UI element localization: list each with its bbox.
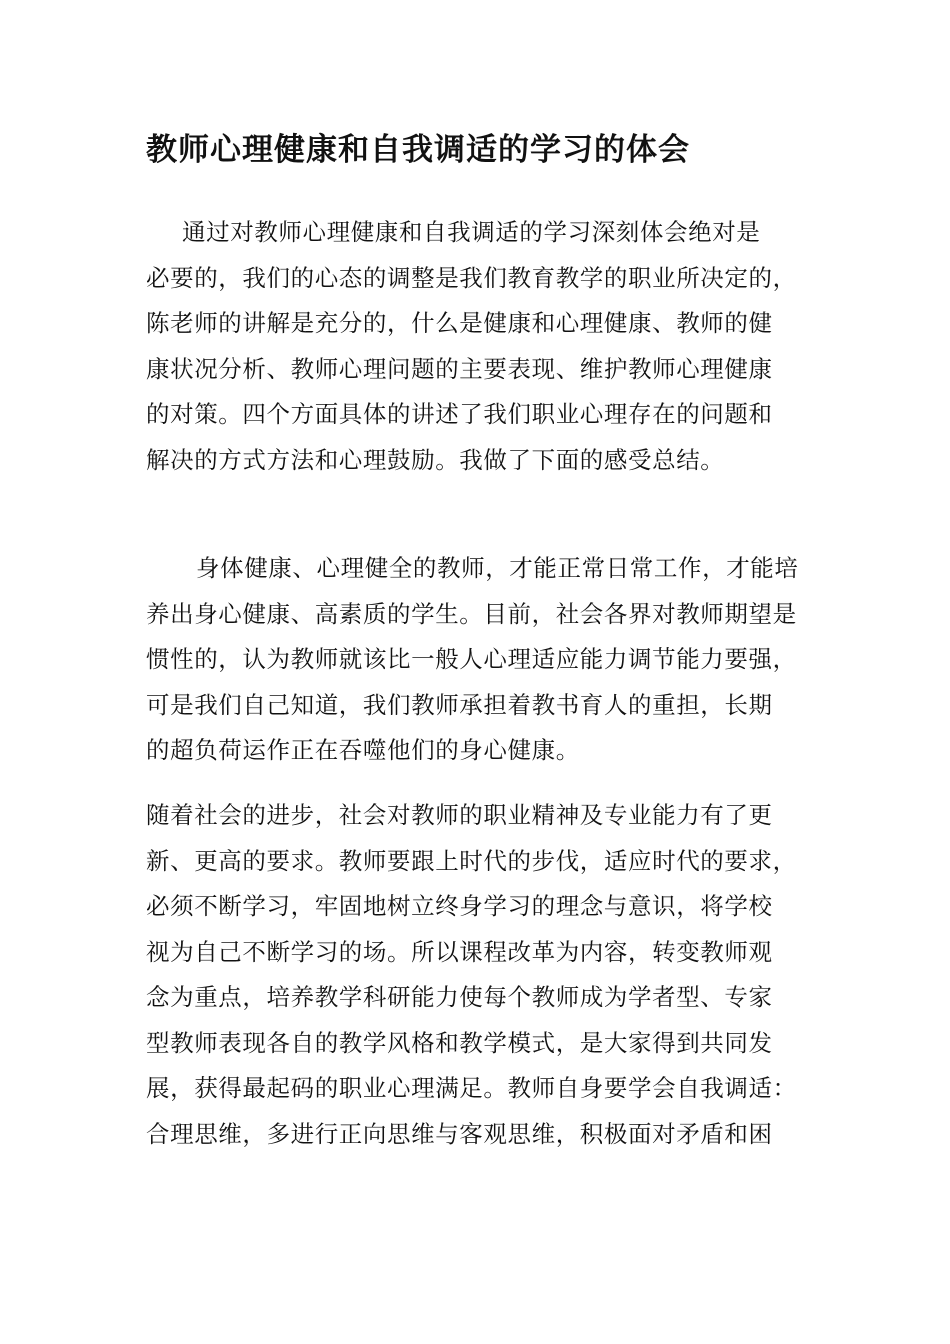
paragraph-line: 念为重点，培养教学科研能力使每个教师成为学者型、专家: [146, 983, 773, 1011]
paragraph-line: 的对策。四个方面具体的讲述了我们职业心理存在的问题和: [146, 400, 773, 428]
paragraph-line: 陈老师的讲解是充分的，什么是健康和心理健康、教师的健: [146, 309, 773, 337]
paragraph-line: 必要的，我们的心态的调整是我们教育教学的职业所决定的，: [146, 263, 797, 292]
paragraph-line: 型教师表现各自的教学风格和教学模式，是大家得到共同发: [146, 1028, 773, 1057]
paragraph-line: 康状况分析、教师心理问题的主要表现、维护教师心理健康: [146, 354, 773, 383]
paragraph-2: [146, 546, 822, 774]
paragraph-line: 视为自己不断学习的场。所以课程改革为内容，转变教师观: [146, 937, 773, 966]
paragraph-line: 惯性的，认为教师就该比一般人心理适应能力调节能力要强，: [146, 645, 797, 673]
paragraph-line: [146, 1157, 822, 1203]
paragraph-3: [146, 793, 822, 1203]
paragraph-line: 养出身心健康、高素质的学生。目前，社会各界对教师期望是: [146, 599, 797, 628]
paragraph-line: 可是我们自己知道，我们教师承担着教书育人的重担，长期: [146, 690, 773, 719]
paragraph-line: 的超负荷运作正在吞噬他们的身心健康。: [146, 736, 580, 764]
paragraph-line: 解决的方式方法和心理鼓励。我做了下面的感受总结。: [146, 445, 725, 474]
paragraph-line: 必须不断学习，牢固地树立终身学习的理念与意识，将学校: [146, 892, 773, 920]
paragraph-line: 通过对教师心理健康和自我调适的学习深刻体会绝对是: [182, 218, 761, 246]
paragraph-line: 新、更高的要求。教师要跟上时代的步伐，适应时代的要求，: [146, 846, 797, 875]
paragraph-1: [146, 210, 822, 483]
paragraph-line: 随着社会的进步，社会对教师的职业精神及专业能力有了更: [146, 801, 773, 829]
paragraph-line: 合理思维，多进行正向思维与客观思维，积极面对矛盾和困: [146, 1119, 773, 1148]
paragraph-line: 展，获得最起码的职业心理满足。教师自身要学会自我调适：: [146, 1074, 797, 1102]
document-title: 教师心理健康和自我调适的学习的体会: [146, 132, 690, 168]
paragraph-line: 身体健康、心理健全的教师，才能正常日常工作，才能培: [196, 554, 799, 582]
